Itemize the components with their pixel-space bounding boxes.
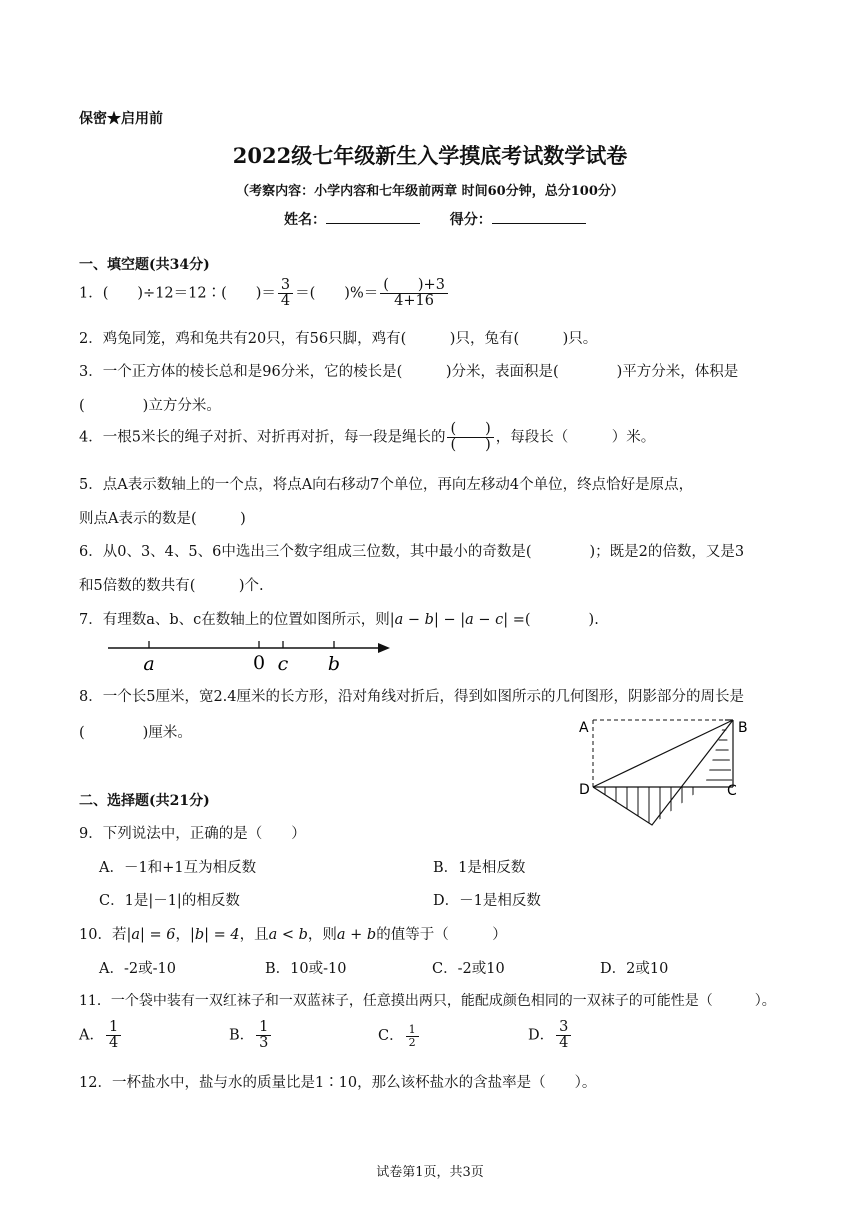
q9-option-d[interactable]: D．－1是相反数	[433, 893, 541, 909]
name-label: 姓名：	[284, 212, 326, 228]
section1-heading: 一、填空题(共34分)	[79, 257, 210, 273]
q4-fraction: $\frac{( )}{( )}$	[447, 422, 493, 453]
question-4	[79, 422, 655, 453]
name-blank	[326, 211, 420, 224]
diagonal-db	[593, 720, 733, 787]
question-7	[79, 608, 599, 629]
question-2: 2．鸡兔同笼，鸡和兔共有20只，有56只脚，鸡有( )只，兔有( )只。	[79, 331, 598, 347]
q7-expression: |a − b| − |a − c| =	[389, 612, 525, 628]
question-5-line1: 5．点A表示数轴上的一个点，将点A向右移动7个单位，再向左移动4个单位，终点恰好是原点，	[79, 477, 694, 493]
q1-fraction-1: $\frac{3}{4}$	[278, 278, 293, 309]
page-footer: 试卷第1页，共3页	[376, 1165, 484, 1180]
q9-option-a[interactable]: A．－1和+1互为相反数	[99, 860, 257, 876]
q4-text-a: 4．一根5米长的绳子对折、对折再对折，每一段是绳长的	[79, 429, 446, 446]
page-title: 2022级七年级新生入学摸底考试数学试卷	[232, 143, 628, 168]
exam-subtitle: （考察内容：小学内容和七年级前两章 时间60分钟，总分100分）	[236, 184, 624, 199]
q4-text-b: ，每段长（ ）米。	[495, 429, 656, 446]
score-blank	[492, 211, 586, 224]
q10-option-c[interactable]: C．-2或10	[432, 961, 505, 977]
q11-option-c[interactable]: C． $\frac{1}{2}$	[378, 1024, 421, 1048]
q7-text-a: 7．有理数a、b、c在数轴上的位置如图所示，则	[79, 612, 390, 628]
question-8-line2: ( )厘米。	[79, 725, 192, 741]
question-6-line2: 和5倍数的数共有( )个.	[79, 578, 264, 594]
q11-option-b[interactable]: B． $\frac{1}{3}$	[229, 1020, 273, 1051]
question-1	[79, 278, 450, 309]
question-5-line2: 则点A表示的数是( )	[79, 511, 246, 527]
q10-option-d[interactable]: D．2或10	[600, 961, 669, 977]
label-b: b	[327, 653, 341, 675]
score-label: 得分：	[449, 212, 492, 228]
label-D: D	[579, 782, 590, 798]
q1-fraction-2: $\frac{( )+3}{4+16}$	[380, 278, 448, 309]
question-11: 11．一个袋中装有一双红袜子和一双蓝袜子，任意摸出两只，能配成颜色相同的一双袜子的可能性是（ ）。	[79, 993, 776, 1009]
number-line-arrow-icon	[378, 643, 390, 653]
number-line-figure	[100, 636, 400, 676]
q11-option-a[interactable]: A． $\frac{1}{4}$	[79, 1020, 123, 1051]
question-6-line1: 6．从0、3、4、5、6中选出三个数字组成三位数，其中最小的奇数是( )；既是2的倍数，又是3	[79, 544, 745, 560]
question-3-line1: 3．一个正方体的棱长总和是96分米，它的棱长是( )分米，表面积是( )平方分米，体积是	[79, 364, 739, 380]
q9-option-b[interactable]: B．1是相反数	[433, 860, 526, 876]
q10-option-b[interactable]: B．10或-10	[265, 961, 347, 977]
question-12: 12．一杯盐水中，盐与水的质量比是1∶10，那么该杯盐水的含盐率是（ ）。	[79, 1075, 597, 1091]
question-3-line2: ( )立方分米。	[79, 398, 221, 414]
folded-triangle	[593, 720, 733, 825]
q11-option-d[interactable]: D． $\frac{3}{4}$	[528, 1020, 573, 1051]
label-A: A	[579, 720, 589, 736]
label-a: a	[143, 653, 155, 675]
q1-text-b: ＝( )%＝	[295, 285, 379, 302]
label-B: B	[738, 720, 748, 736]
q9-option-c[interactable]: C．1是|－1|的相反数	[99, 893, 240, 909]
q7-text-b: ( ).	[524, 612, 599, 628]
label-C: C	[727, 783, 737, 799]
section2-heading: 二、选择题(共21分)	[79, 793, 210, 809]
label-0: 0	[252, 652, 266, 674]
question-10: 10．若|a| = 6，|b| = 4，且a < b，则a + b的值等于（ ）	[79, 927, 507, 943]
fold-figure	[570, 712, 760, 832]
q10-option-a[interactable]: A．-2或-10	[99, 961, 176, 977]
question-8-line1: 8．一个长5厘米，宽2.4厘米的长方形，沿对角线对折后，得到如图所示的几何图形，阴影部分的周长是	[79, 689, 745, 705]
label-c: c	[277, 653, 289, 675]
q1-text-a: 1．( )÷12＝12∶( )＝	[79, 285, 276, 302]
question-9: 9．下列说法中，正确的是（ ）	[79, 826, 306, 842]
name-field	[284, 209, 586, 229]
confidential-label: 保密★启用前	[79, 111, 163, 127]
